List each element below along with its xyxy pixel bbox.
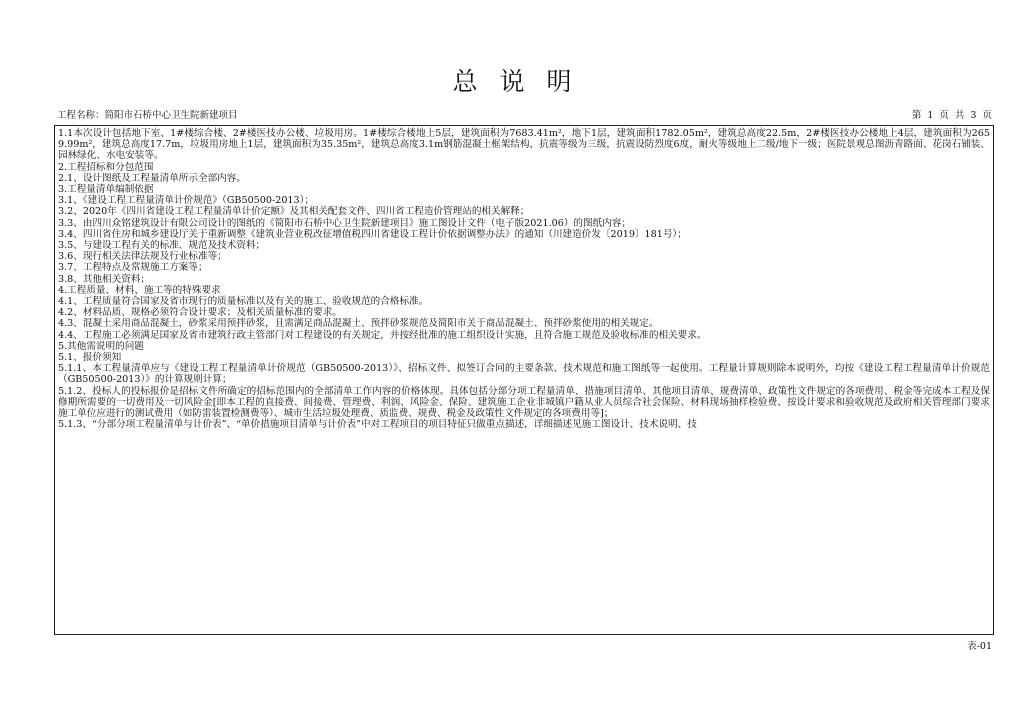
item-3-5: 3.5、与建设工程有关的标准、规范及技术资料； xyxy=(58,240,266,252)
item-3-7: 3.7、工程特点及常规施工方案等； xyxy=(58,262,208,274)
heading-3-basis: 3.工程量清单编制依据 xyxy=(58,184,154,196)
item-3-6: 3.6、现行相关法律法规及行业标准等； xyxy=(58,251,227,263)
page-indicator: 第 1 页 共 3 页 xyxy=(911,110,992,121)
item-3-4: 3.4、四川省住房和城乡建设厅关于重新调整《建筑业营业税改征增值税四川省建设工程计价依据调整办法》的通知（川建造价发〔2019〕181号）； xyxy=(58,228,687,240)
item-2-1: 2.1、设计图纸及工程量清单所示全部内容。 xyxy=(58,172,246,184)
item-1-1-project-scope: 1.1本次设计包括地下室、1#楼综合楼、2#楼医技办公楼、垃圾用房。1#楼综合楼地上5层，建筑面积为7683.41m²，地下1层，建筑面积1782.05m²，建筑总高度22.5m，2#楼医技办公楼地上4层，建筑面积为2659.99m²，建筑总高度17.7m，垃圾用房地上1层，建筑面积为35.35m²，建筑总高度3.1m钢筋混凝土框架结构，抗震等级为三级，抗震设防烈度6度，耐火等级地上二级/地下一级；医院景观总图沥青路面、花岗石铺装、园林绿化、水电安装等。 xyxy=(58,128,990,162)
item-4-4: 4.4、工程施工必须满足国家及省市建筑行政主管部门对工程建设的有关规定，并按经批准的施工组织设计实施，且符合施工规范及验收标准的相关要求。 xyxy=(58,329,707,341)
item-3-8: 3.8、其他相关资料； xyxy=(58,273,151,285)
item-4-2: 4.2、材料品质、规格必须符合设计要求；及相关质量标准的要求。 xyxy=(58,307,342,319)
item-3-2: 3.2、2020年《四川省建设工程工程量清单计价定额》及其相关配套文件、四川省工程造价管理站的相关解释； xyxy=(58,206,530,218)
item-3-3: 3.3、由四川众铭建筑设计有限公司设计的图纸的《简阳市石桥中心卫生院新建项目》施工图设计文件（电子版2021.06）的图纸内容； xyxy=(58,217,631,229)
project-name: 工程名称：简阳市石桥中心卫生院新建项目 xyxy=(57,110,238,121)
heading-4-requirements: 4.工程质量、材料、施工等的特殊要求 xyxy=(58,284,221,296)
heading-5-other-issues: 5.其他需说明的问题 xyxy=(58,340,144,352)
item-4-1: 4.1、工程质量符合国家及省市现行的质量标准以及有关的施工、验收规范的合格标准。 xyxy=(58,296,429,308)
item-3-1: 3.1、《建设工程工程量清单计价规范》（GB50500-2013）； xyxy=(58,195,315,207)
item-4-3: 4.3、混凝土采用商品混凝土，砂浆采用预拌砂浆，且需满足商品混凝土、预拌砂浆规范及简阳市关于商品混凝土、预拌砂浆使用的相关规定。 xyxy=(58,318,659,330)
item-5-1-3: 5.1.3、“分部分项工程量清单与计价表”、“单价措施项目清单与计价表”中对工程项目的项目特征只做重点描述，详细描述见施工图设计、技术说明、技 xyxy=(58,419,697,431)
heading-2-tender-scope: 2.工程招标和分包范围 xyxy=(58,161,154,173)
description-content-box xyxy=(54,125,994,635)
item-5-1-1: 5.1.1、本工程量清单应与《建设工程工程量清单计价规范（GB50500-2013）》、招标文件、拟签订合同的主要条款、技术规范和施工图纸等一起使用。工程量计算规则除本说明外，均按《建设工程工程量清单计价规范（GB50500-2013）》的计算规则计算； xyxy=(58,363,990,386)
document-title: 总说明 xyxy=(452,67,594,96)
item-5-1: 5.1、报价须知 xyxy=(58,352,122,364)
item-5-1-2: 5.1.2、投标人的投标报价是招标文件所确定的招标范围内的全部清单工作内容的价格体现。具体包括分部分项工程量清单、措施项目清单、其他项目清单、规费清单、政策性文件规定的各项费用、税金等完成本工程及保修期所需要的一切费用及一切风险金[即本工程的直接费、间接费、管理费、利润、风险金、保险、建筑施工企业非城镇户籍从业人员综合社会保险、材料现场抽样检验费、按设计要求和验收规范及政府相关管理部门要求施工单位应进行的测试费用（如防雷装置检测费等）、城市生活垃圾处理费、质监费、规费、税金及政策性文件规定的各项费用等]； xyxy=(58,385,990,420)
form-code: 表-01 xyxy=(967,641,992,652)
